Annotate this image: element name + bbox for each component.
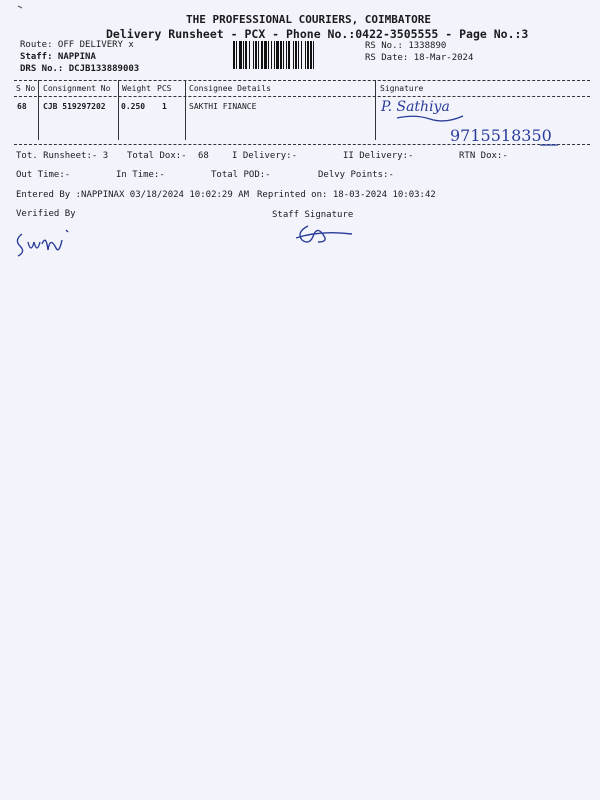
rs-date: RS Date: 18-Mar-2024 — [365, 53, 474, 63]
ii-delivery: II Delivery:- — [343, 151, 414, 161]
table-header-rule — [14, 96, 590, 97]
stray-mark — [16, 4, 26, 14]
route-label: Route: OFF DELIVERY x — [20, 40, 134, 50]
row-consignment: CJB 519297202 — [43, 102, 106, 111]
col-divider — [118, 80, 119, 140]
table-top-rule — [14, 80, 590, 81]
col-header-pcs: PCS — [157, 84, 172, 93]
company-title: THE PROFESSIONAL COURIERS, COIMBATORE — [186, 13, 432, 26]
signature-underline — [395, 112, 465, 122]
staff-label: Staff: NAPPINA — [20, 52, 96, 62]
phone-underline — [540, 142, 560, 148]
col-divider — [185, 80, 186, 140]
delvy-points: Delvy Points:- — [318, 170, 394, 180]
col-header-signature: Signature — [380, 84, 424, 93]
handwritten-phone: 9715518350 — [450, 126, 552, 145]
row-pcs: 1 — [162, 102, 167, 111]
verified-by-label: Verified By — [16, 209, 76, 219]
in-time: In Time:- — [116, 170, 165, 180]
entered-by: Entered By :NAPPINAX 03/18/2024 10:02:29 AM — [16, 190, 249, 200]
row-weight: 0.250 — [121, 102, 146, 111]
rs-number: RS No.: 1338890 — [365, 41, 447, 51]
barcode-bar — [313, 41, 314, 69]
col-divider — [38, 80, 39, 140]
barcode — [233, 41, 355, 69]
tot-runsheet: Tot. Runsheet:- 3 — [16, 151, 109, 161]
reprinted-on: Reprinted on: 18-03-2024 10:03:42 — [257, 190, 436, 200]
col-header-sno: S No — [16, 84, 36, 93]
col-header-consignee: Consignee Details — [189, 84, 271, 93]
staff-signature-label: Staff Signature — [272, 210, 354, 220]
total-pod: Total POD:- — [211, 170, 271, 180]
total-dox-value: 68 — [198, 151, 209, 161]
out-time: Out Time:- — [16, 170, 71, 180]
i-delivery: I Delivery:- — [232, 151, 298, 161]
rtn-dox: RTN Dox:- — [459, 151, 508, 161]
handwritten-signature: P. Sathiya — [381, 99, 450, 115]
col-header-weight: Weight — [122, 84, 151, 93]
drs-number: DRS No.: DCJB133889003 — [20, 64, 140, 74]
total-dox-label: Total Dox:- — [127, 151, 187, 161]
col-header-consignment: Consignment No — [43, 84, 111, 93]
row-sno: 68 — [17, 102, 27, 111]
staff-signature-scribble — [290, 218, 360, 248]
row-consignee: SAKTHI FINANCE — [189, 102, 257, 111]
col-divider — [375, 80, 376, 140]
runsheet-title: Delivery Runsheet - PCX - Phone No.:0422-3505555 - Page No.:3 — [106, 27, 529, 41]
verifier-signature-scribble — [12, 222, 82, 262]
